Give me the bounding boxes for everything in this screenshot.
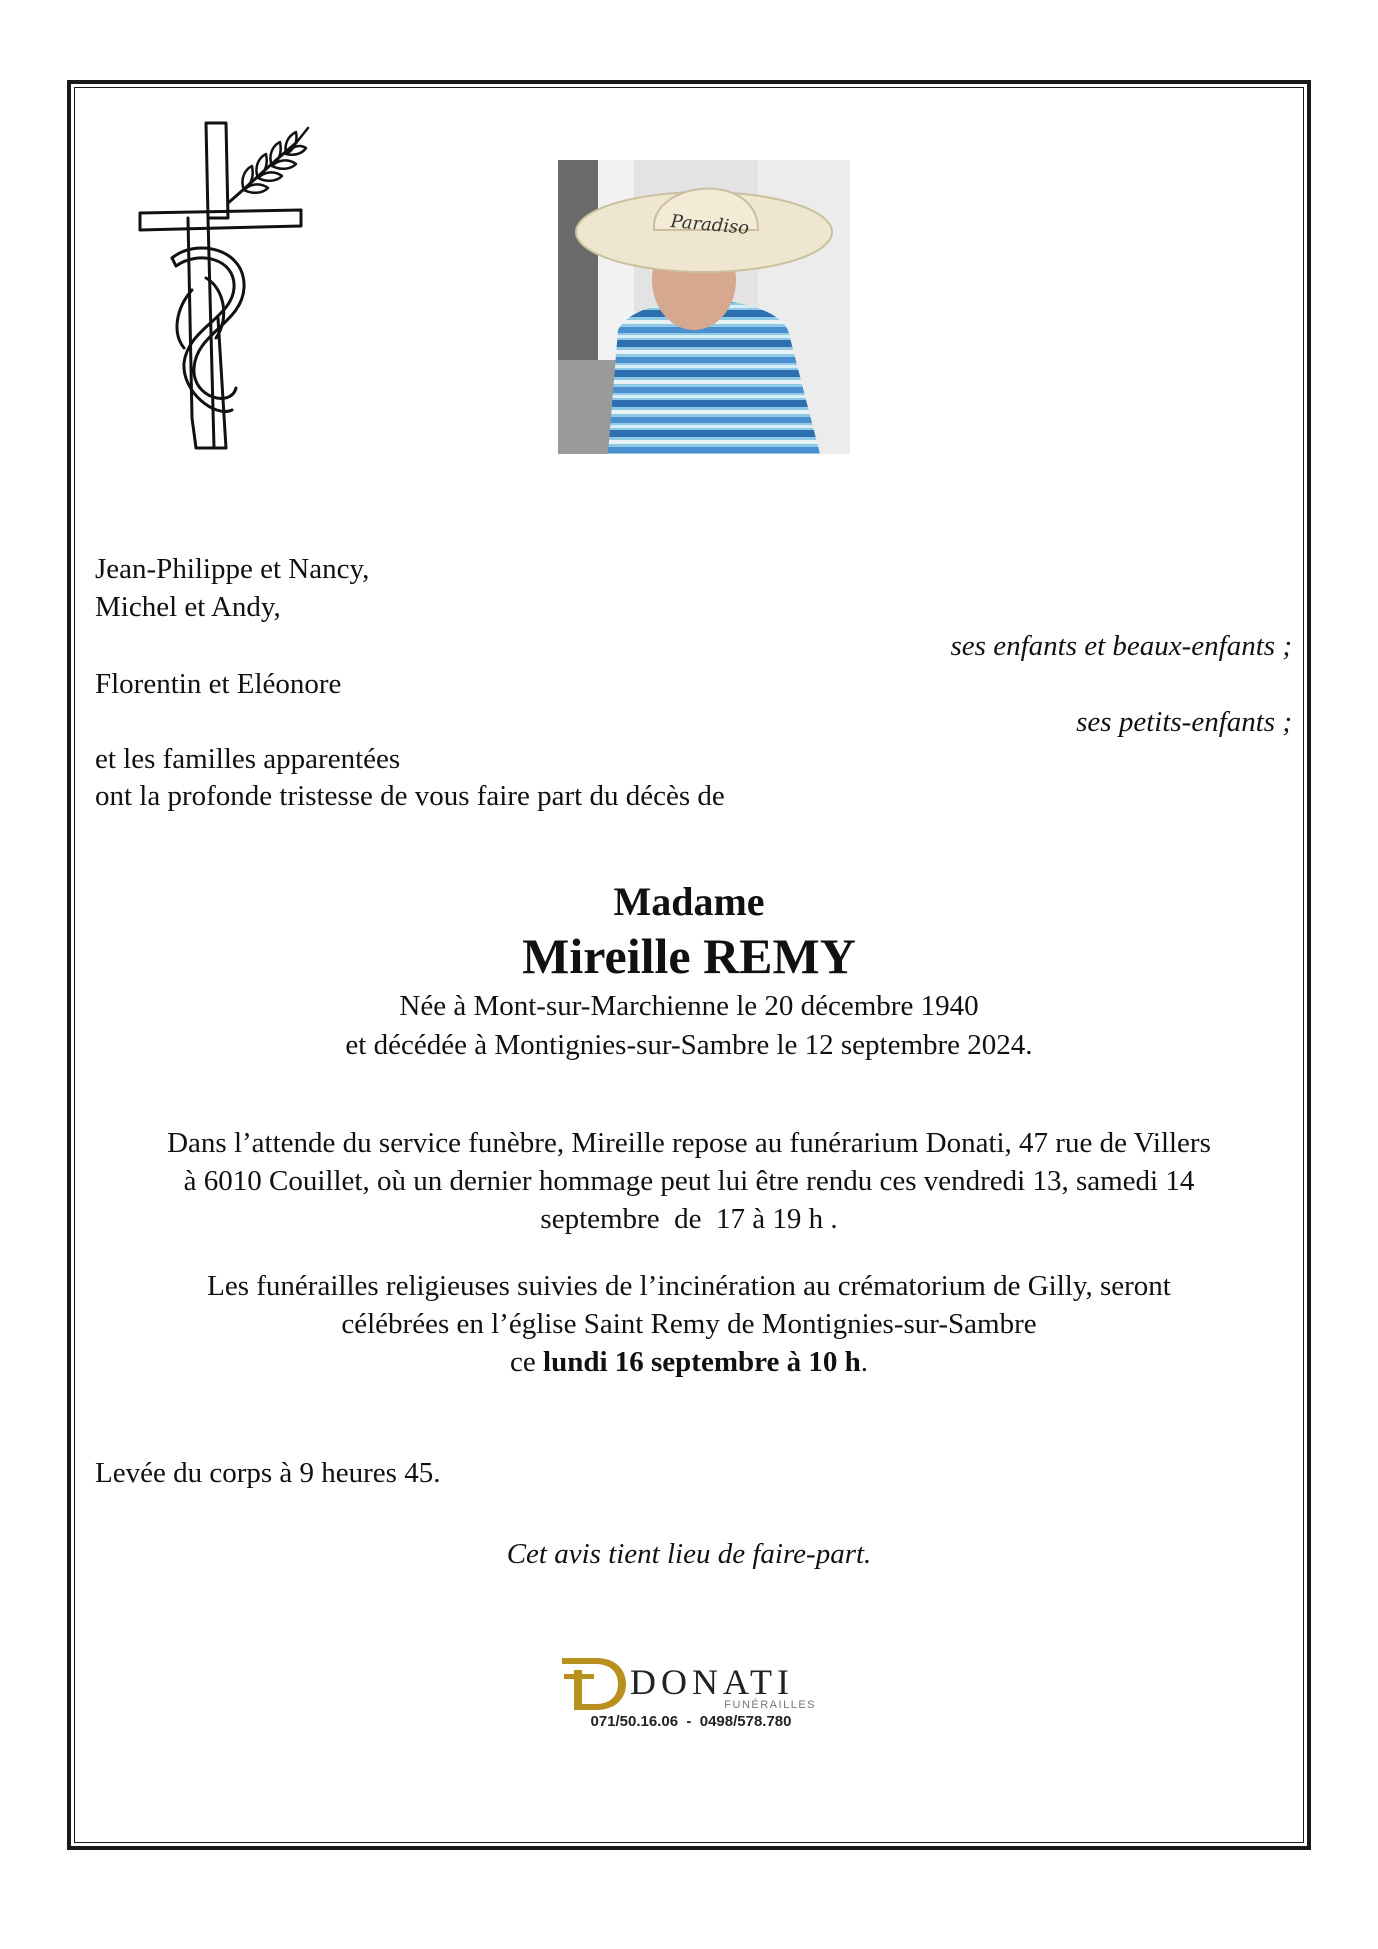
donati-logo <box>556 1650 826 1730</box>
logo-brand: DONATI <box>630 1662 794 1702</box>
children-role: ses enfants et beaux-enfants ; <box>950 630 1292 662</box>
deceased-name: Mireille REMY <box>522 928 856 984</box>
grandchildren-line: Florentin et Eléonore <box>95 668 342 700</box>
grandchildren-role: ses petits-enfants ; <box>1076 706 1292 738</box>
children-line-2: Michel et Andy, <box>95 591 281 623</box>
relatives-line-2: ont la profonde tristesse de vous faire part du décès de <box>95 780 725 812</box>
deceased-title: Madame <box>613 879 765 924</box>
visitation-line-1: Dans l’attende du service funèbre, Mireille repose au funérarium Donati, 47 rue de Villers <box>167 1127 1211 1159</box>
funeral-line-3-prefix: ce <box>510 1346 544 1378</box>
relatives-line-1: et les familles apparentées <box>95 743 401 775</box>
donati-monogram-icon <box>562 1658 626 1710</box>
children-line-1: Jean-Philippe et Nancy, <box>95 553 370 585</box>
death-line: et décédée à Montignies-sur-Sambre le 12 septembre 2024. <box>345 1029 1033 1061</box>
notice-line: Cet avis tient lieu de faire-part. <box>506 1538 872 1570</box>
cross-with-wheat-icon <box>136 118 336 458</box>
logo-phones: 071/50.16.06 - 0498/578.780 <box>590 1713 792 1730</box>
logo-subtitle: FUNÉRAILLES <box>724 1699 816 1711</box>
visitation-line-2: à 6010 Couillet, où un dernier hommage peut lui être rendu ces vendredi 13, samedi 14 <box>183 1165 1195 1197</box>
birth-line: Née à Mont-sur-Marchienne le 20 décembre 1940 <box>399 990 979 1022</box>
levee-line: Levée du corps à 9 heures 45. <box>95 1457 441 1489</box>
visitation-line-3: septembre de 17 à 19 h . <box>540 1203 838 1235</box>
svg-text:Paradiso: Paradiso <box>669 211 750 239</box>
funeral-date-bold: lundi 16 septembre à 10 h <box>543 1346 861 1378</box>
funeral-line-1: Les funérailles religieuses suivies de l’incinération au crématorium de Gilly, seront <box>207 1270 1171 1302</box>
funeral-line-2: célébrées en l’église Saint Remy de Montignies-sur-Sambre <box>341 1308 1037 1340</box>
funeral-line-3 <box>95 1344 1283 1381</box>
funeral-line-3-suffix: . <box>860 1346 868 1378</box>
portrait-photo <box>558 160 850 454</box>
